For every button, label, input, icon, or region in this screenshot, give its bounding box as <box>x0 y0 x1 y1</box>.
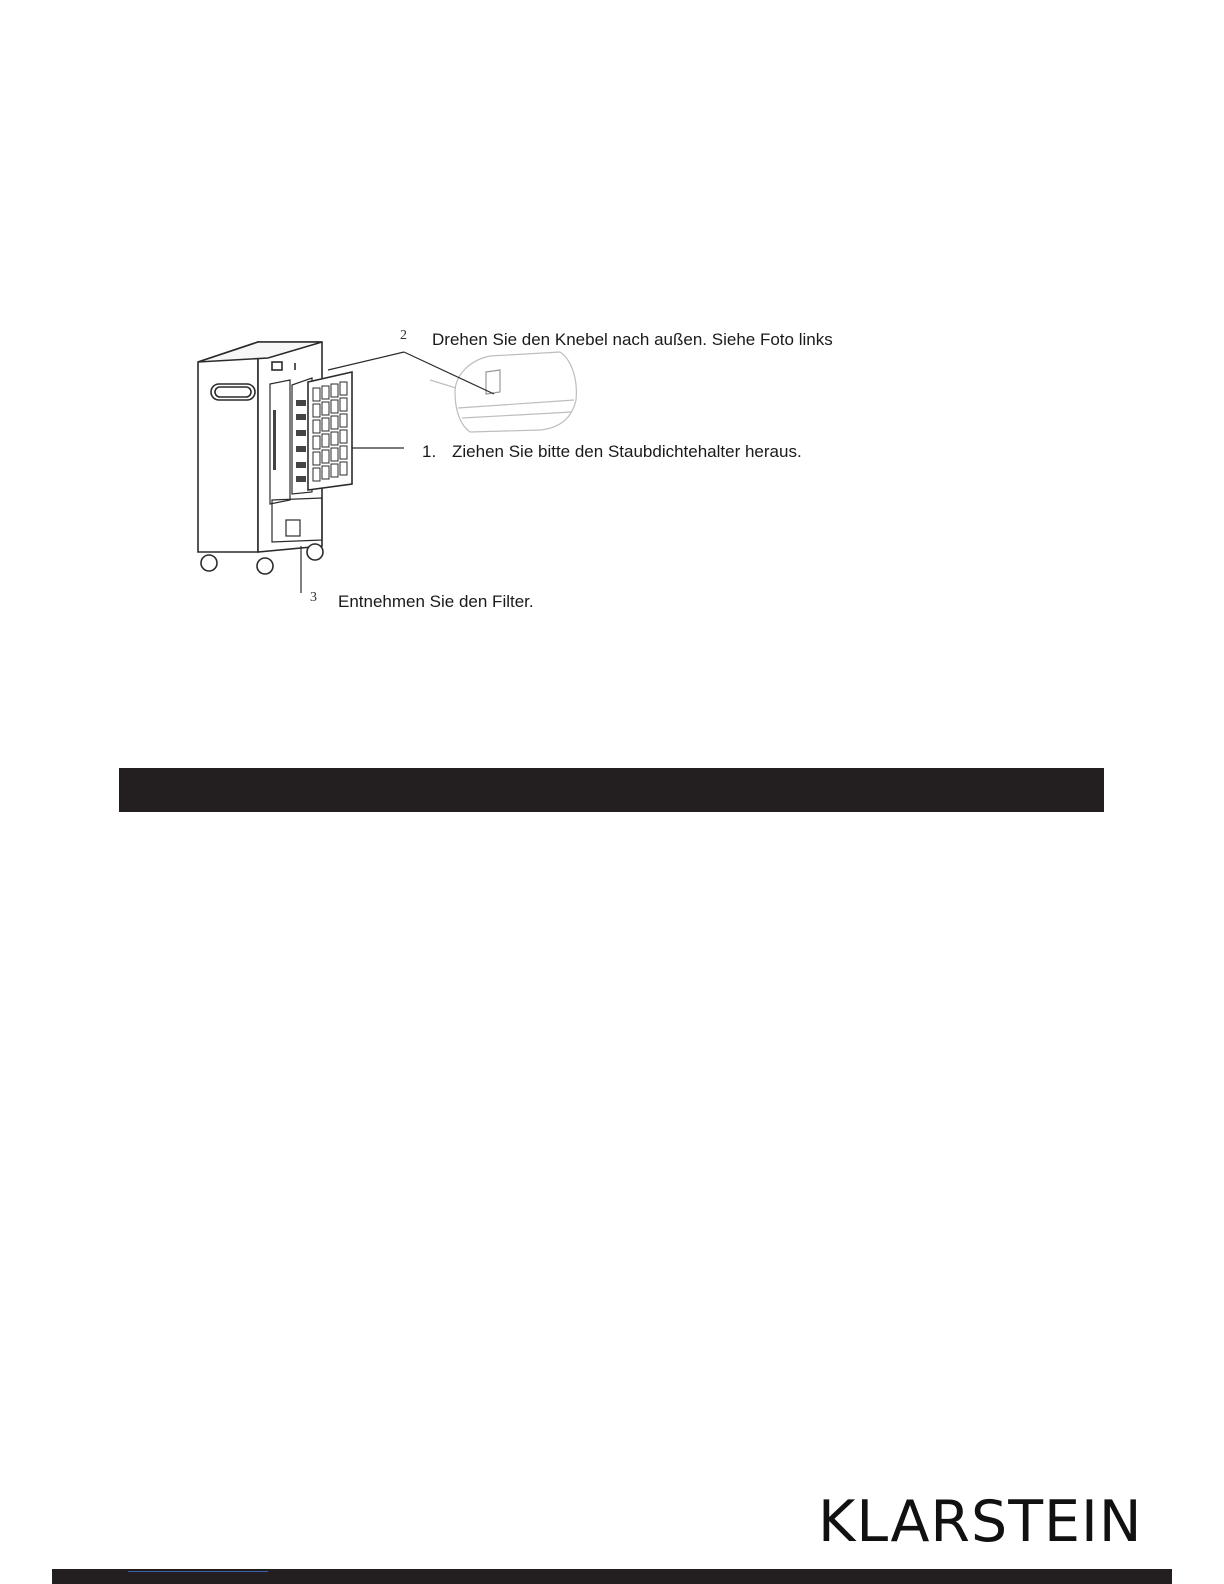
klarstein-logo: KLARSTEIN <box>818 1489 1143 1555</box>
step2-number: 2 <box>400 328 407 343</box>
step3-number: 3 <box>310 590 317 605</box>
section-header-bar <box>119 768 1104 812</box>
step1-instruction: Ziehen Sie bitte den Staubdichtehalter heraus. <box>452 442 802 461</box>
step1-number: 1. <box>422 442 437 461</box>
air-cooler-illustration <box>0 0 1224 640</box>
footer-link-underline <box>128 1571 268 1572</box>
step2-instruction: Drehen Sie den Knebel nach außen. Siehe Foto links <box>432 330 833 349</box>
step3-instruction: Entnehmen Sie den Filter. <box>338 592 534 611</box>
